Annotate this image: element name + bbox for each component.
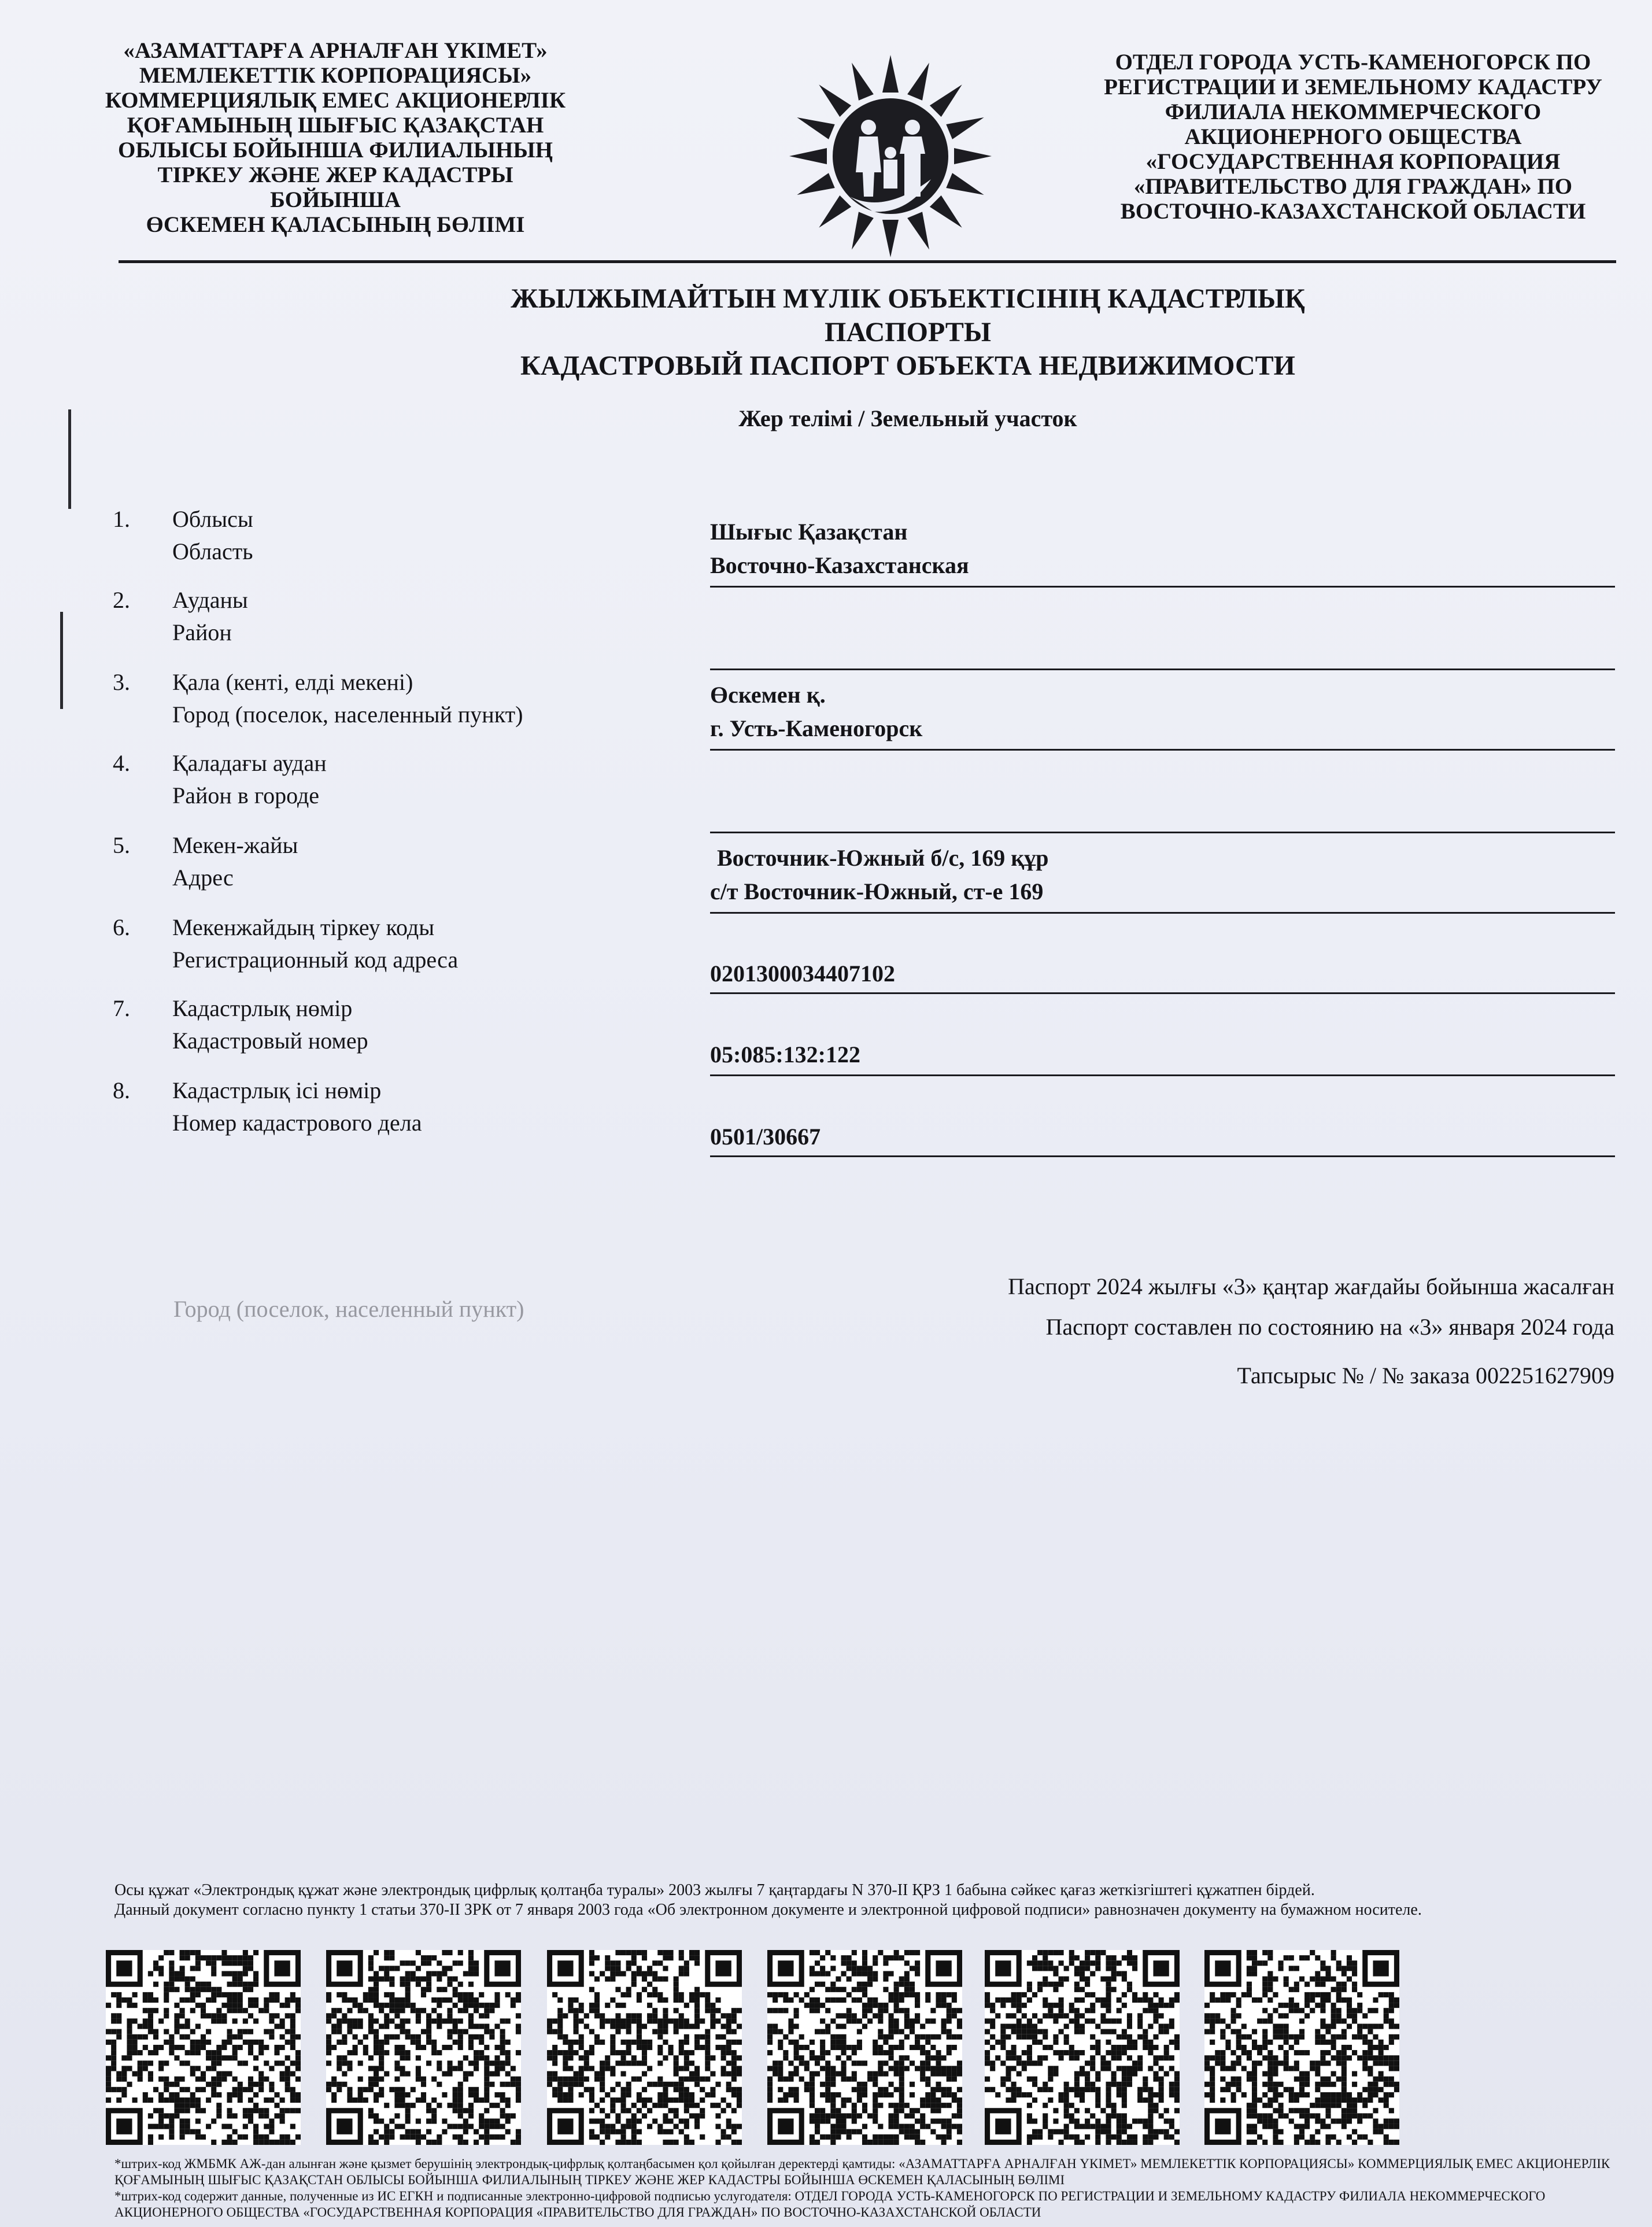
header-right-line: «ПРАВИТЕЛЬСТВО ДЛЯ ГРАЖДАН» ПО	[1133, 174, 1573, 199]
field-label-kz: Қаладағы аудан	[172, 750, 327, 776]
field-label	[172, 992, 368, 1057]
header-left-line: ОБЛЫСЫ БОЙЫНША ФИЛИАЛЫНЫҢ	[118, 138, 553, 162]
header-left-line: «АЗАМАТТАРҒА АРНАЛҒАН ҮКІМЕТ»	[123, 38, 548, 63]
title-line-kz-2: ПАСПОРТЫ	[825, 317, 991, 348]
field-value-ru: Восточно-Казахстанская	[710, 552, 969, 578]
header-divider	[119, 260, 1616, 263]
field-value-ru: 05:085:132:122	[710, 1042, 860, 1068]
qr-code-icon	[106, 1950, 301, 2145]
header-right-line: ФИЛИАЛА НЕКОММЕРЧЕСКОГО	[1165, 99, 1542, 124]
field-label-ru: Кадастровый номер	[172, 1028, 368, 1054]
header-right-line: ОТДЕЛ ГОРОДА УСТЬ-КАМЕНОГОРСК ПО	[1115, 50, 1591, 75]
qr-code-icon	[1204, 1950, 1399, 2145]
passport-date-kz: Паспорт 2024 жылғы «3» қаңтар жағдайы бойынша жасалған	[1008, 1273, 1614, 1299]
field-label	[172, 829, 298, 894]
qr-code-icon	[547, 1950, 742, 2145]
header-right-ru	[1076, 50, 1631, 224]
header-right-line: АКЦИОНЕРНОГО ОБЩЕСТВА	[1184, 124, 1522, 149]
field-label	[172, 584, 248, 649]
field-label-kz: Кадастрлық нөмір	[172, 995, 353, 1021]
field-row-cadastral-number	[0, 992, 1652, 1073]
field-label	[172, 503, 253, 568]
qr-code-icon	[767, 1950, 962, 2145]
barcode-note-kz: *штрих-код ЖМБМК АЖ-дан алынған және қызмет берушінің электрондық-цифрлық қолтаңбасымен қол қойылған деректерді қамтиды: «АЗАМАТТАРҒА АРНАЛҒАН ҮКІМЕТ» МЕМЛЕКЕТТІК КОРПОРАЦИЯСЫ» КОММЕРЦИЯЛЫҚ ЕМЕС АКЦИОНЕРЛІК ҚОҒАМЫНЫҢ ШЫҒЫС ҚАЗАҚСТАН ОБЛЫСЫ БОЙЫНША ФИЛИАЛЫНЫҢ ТІРКЕУ ЖӘНЕ ЖЕР КАДАСТРЫ БОЙЫНША ӨСКЕМЕН ҚАЛАСЫНЫҢ БӨЛІМІ	[114, 2156, 1610, 2187]
binder-mark	[68, 409, 71, 509]
barcode-notes	[114, 2156, 1618, 2221]
field-label-kz: Мекенжайдың тіркеу коды	[172, 914, 435, 940]
field-label-kz: Мекен-жайы	[172, 832, 298, 858]
faded-overprint-text: Город (поселок, населенный пункт)	[173, 1296, 524, 1322]
header-right-line: «ГОСУДАРСТВЕННАЯ КОРПОРАЦИЯ	[1145, 149, 1561, 174]
field-row-address-code	[0, 911, 1652, 992]
passport-date-ru: Паспорт составлен по состоянию на «3» января 2024 года	[1045, 1314, 1614, 1340]
field-value-ru: г. Усть-Каменогорск	[710, 715, 923, 741]
field-number: 3.	[113, 669, 130, 695]
qr-code-icon	[326, 1950, 521, 2145]
field-number: 1.	[113, 506, 130, 532]
legal-notice-kz: Осы құжат «Электрондық құжат және электрондық цифрлық қолтаңба туралы» 2003 жылғы 7 қаңтардағы N 370-II ҚРЗ 1 бабына сәйкес қағаз жеткізгіштегі құжатпен бірдей.	[114, 1881, 1315, 1899]
sun-family-logo-icon	[775, 40, 1006, 272]
qr-code-icon	[985, 1950, 1180, 2145]
field-label-ru: Номер кадастрового дела	[172, 1110, 422, 1136]
field-value-kz: Восточник-Южный б/с, 169 құр	[717, 845, 1049, 871]
field-number: 4.	[113, 750, 130, 776]
qr-code-row	[106, 1950, 1621, 2152]
field-number: 8.	[113, 1077, 130, 1103]
header-right-line: ВОСТОЧНО-КАЗАХСТАНСКОЙ ОБЛАСТИ	[1120, 199, 1586, 224]
field-label-ru: Район	[172, 619, 232, 645]
barcode-note-ru: *штрих-код содержит данные, полученные из ИС ЕГКН и подписанные электронно-цифровой подписью услугодателя: ОТДЕЛ ГОРОДА УСТЬ-КАМЕНОГОРСК ПО РЕГИСТРАЦИИ И ЗЕМЕЛЬНОМУ КАДАСТРУ ФИЛИАЛА НЕКОММЕРЧЕСКОГО АКЦИОНЕРНОГО ОБЩЕСТВА «ГОСУДАРСТВЕННАЯ КОРПОРАЦИЯ «ПРАВИТЕЛЬСТВО ДЛЯ ГРАЖДАН» ПО ВОСТОЧНО-КАЗАХСТАНСКОЙ ОБЛАСТИ	[114, 2189, 1546, 2219]
header-left-line: ТІРКЕУ ЖӘНЕ ЖЕР КАДАСТРЫ БОЙЫНША	[157, 162, 513, 212]
field-row-address	[0, 829, 1652, 910]
header-left-line: ҚОҒАМЫНЫҢ ШЫҒЫС ҚАЗАҚСТАН	[127, 113, 544, 138]
field-row-district	[0, 584, 1652, 665]
legal-notice-ru: Данный документ согласно пункту 1 статьи 370-II ЗРК от 7 января 2003 года «Об электронном документе и электронной цифровой подписи» равнозначен документу на бумажном носителе.	[114, 1901, 1422, 1919]
field-label-ru: Регистрационный код адреса	[172, 947, 459, 973]
field-label	[172, 1074, 422, 1139]
field-value-ru: 0501/30667	[710, 1124, 821, 1150]
header-left-line: КОММЕРЦИЯЛЫҚ ЕМЕС АКЦИОНЕРЛІК	[105, 88, 566, 113]
field-label-ru: Город (поселок, населенный пункт)	[172, 701, 523, 727]
legal-notice	[114, 1881, 1618, 1920]
field-number: 5.	[113, 832, 130, 858]
field-label-kz: Кадастрлық ісі нөмір	[172, 1077, 382, 1103]
field-row-city	[0, 666, 1652, 747]
field-row-cadastral-case	[0, 1074, 1652, 1155]
field-row-city-district	[0, 747, 1652, 828]
field-label-ru: Район в городе	[172, 782, 320, 808]
header-left-kz	[93, 38, 578, 237]
field-value-kz: Шығыс Қазақстан	[710, 519, 908, 545]
field-label-ru: Адрес	[172, 865, 234, 891]
header-left-line: ӨСКЕМЕН ҚАЛАСЫНЫҢ БӨЛІМІ	[146, 212, 525, 237]
field-row-region	[0, 503, 1652, 584]
field-value-kz: Өскемен қ.	[710, 682, 826, 708]
field-underline	[710, 1155, 1615, 1157]
order-number: Тапсырыс № / № заказа 002251627909	[1237, 1362, 1614, 1388]
field-number: 7.	[113, 995, 130, 1021]
field-label	[172, 747, 327, 812]
field-value-ru: с/т Восточник-Южный, ст-е 169	[710, 878, 1044, 904]
document-subtitle: Жер телімі / Земельный участок	[738, 405, 1077, 431]
field-label	[172, 666, 523, 731]
header-right-line: РЕГИСТРАЦИИ И ЗЕМЕЛЬНОМУ КАДАСТРУ	[1104, 75, 1602, 99]
title-line-ru: КАДАСТРОВЫЙ ПАСПОРТ ОБЪЕКТА НЕДВИЖИМОСТИ	[520, 350, 1295, 381]
title-line-kz: ЖЫЛЖЫМАЙТЫН МҮЛІК ОБЪЕКТІСІНІҢ КАДАСТРЛЫҚ	[511, 283, 1305, 314]
document-title	[347, 282, 1469, 383]
field-label-kz: Қала (кенті, елді мекені)	[172, 669, 413, 695]
header-left-line: МЕМЛЕКЕТТІК КОРПОРАЦИЯСЫ»	[139, 63, 532, 88]
field-number: 2.	[113, 587, 130, 613]
field-label-ru: Область	[172, 538, 253, 564]
field-label	[172, 911, 458, 976]
field-number: 6.	[113, 914, 130, 940]
field-label-kz: Ауданы	[172, 587, 248, 613]
field-value-ru: 0201300034407102	[710, 961, 895, 987]
field-label-kz: Облысы	[172, 506, 253, 532]
